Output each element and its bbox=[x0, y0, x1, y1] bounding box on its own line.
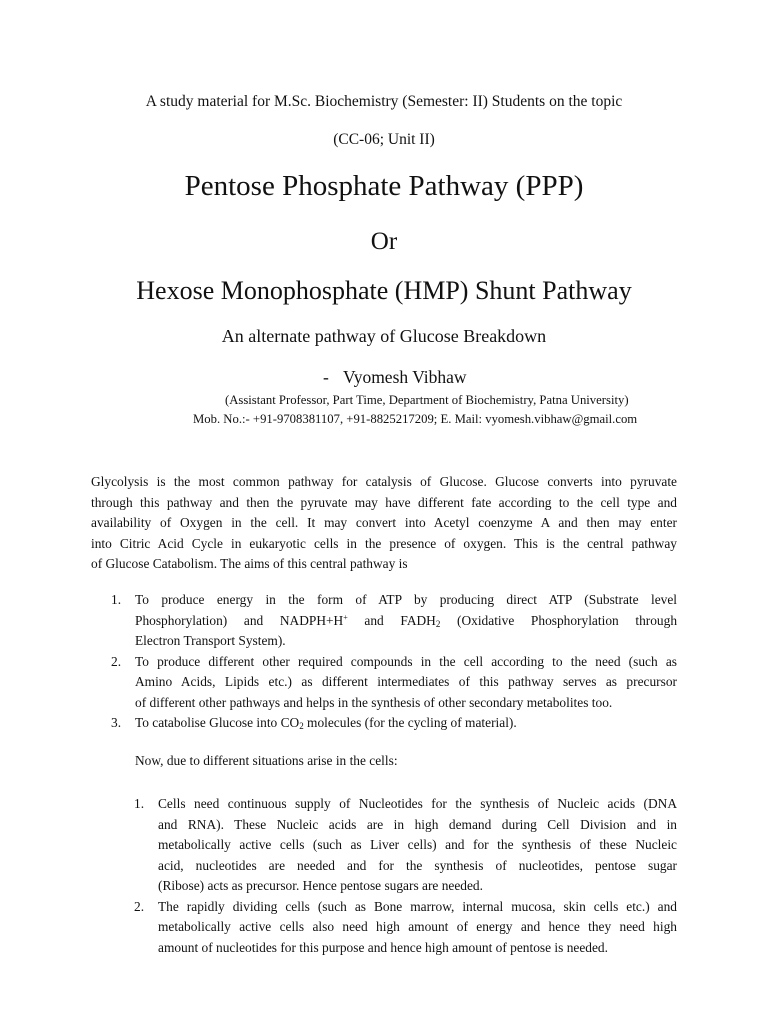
transition-text: Now, due to different situations arise in the cells: bbox=[135, 753, 398, 768]
page-title: Pentose Phosphate Pathway (PPP) bbox=[184, 170, 584, 202]
intro-line-1: A study material for M.Sc. Biochemistry (Semester: II) Students on the topic bbox=[145, 93, 623, 110]
author-name: Vyomesh Vibhaw bbox=[343, 367, 467, 387]
paragraph-line: of Glucose Catabolism. The aims of this central pathway is bbox=[91, 556, 408, 571]
list-line bbox=[135, 713, 677, 734]
intro-line-2: (CC-06; Unit II) bbox=[333, 131, 435, 148]
subscript: 2 bbox=[435, 618, 441, 629]
list-line: amount of nucleotides for this purpose and hence high amount of pentose is needed. bbox=[158, 939, 608, 955]
list-line: To produce different other required compounds in the cell according to the need (such as bbox=[135, 653, 677, 669]
tagline: An alternate pathway of Glucose Breakdown bbox=[221, 326, 547, 346]
text-fragment: (Oxidative Phosphorylation through bbox=[440, 612, 678, 628]
list-item bbox=[111, 590, 678, 652]
text-fragment: Phosphorylation) and NADPH+H bbox=[135, 612, 344, 628]
paragraph-line: through this pathway and then the pyruvate may have different fate according to the cell type and bbox=[91, 494, 677, 510]
list-line: Amino Acids, Lipids etc.) as different intermediates of this pathway serves as precursor bbox=[135, 674, 677, 689]
list-line: acid, nucleotides are needed and for the synthesis of nucleotides, pentose sugar bbox=[158, 857, 677, 873]
author-contact: Mob. No.:- +91-9708381107, +91-8825217209; E. Mail: vyomesh.vibhaw@gmail.com bbox=[193, 412, 638, 426]
paragraph-line: Glycolysis is the most common pathway for catalysis of Glucose. Glucose converts into pyruvate bbox=[91, 474, 677, 489]
author-line bbox=[323, 367, 467, 388]
text-fragment: To catabolise Glucose into CO bbox=[135, 715, 300, 730]
author-dash: - bbox=[323, 367, 329, 387]
text-fragment: and FADH bbox=[347, 612, 436, 628]
paragraph-line: into Citric Acid Cycle in eukaryotic cells in the presence of oxygen. This is the central pathway bbox=[91, 535, 677, 551]
list-number: 2. bbox=[111, 653, 122, 669]
list-line: The rapidly dividing cells (such as Bone marrow, internal mucosa, skin cells etc.) and bbox=[158, 898, 677, 914]
list-item bbox=[134, 794, 677, 897]
list-line: To produce energy in the form of ATP by producing direct ATP (Substrate level bbox=[135, 592, 677, 607]
superscript: + bbox=[343, 612, 348, 622]
list-item bbox=[111, 713, 677, 734]
author-affiliation: (Assistant Professor, Part Time, Department of Biochemistry, Patna University) bbox=[225, 393, 629, 407]
intro-paragraph bbox=[91, 472, 677, 575]
page-subtitle: Hexose Monophosphate (HMP) Shunt Pathway bbox=[136, 276, 632, 305]
list-number: 2. bbox=[134, 898, 145, 914]
subscript: 2 bbox=[299, 721, 304, 731]
paragraph-line: availability of Oxygen in the cell. It may convert into Acetyl coenzyme A and then may enter bbox=[91, 515, 677, 530]
list-line: and RNA). These Nucleic acids are in high demand during Cell Division and in bbox=[158, 816, 677, 832]
list-item bbox=[134, 897, 677, 959]
list-line: (Ribose) acts as precursor. Hence pentose sugars are needed. bbox=[158, 878, 483, 893]
list-line: Cells need continuous supply of Nucleotides for the synthesis of Nucleic acids (DNA bbox=[158, 796, 677, 811]
list-line: metabolically active cells (such as Liver cells) and for the synthesis of these Nucleic bbox=[158, 837, 677, 852]
text-fragment: molecules (for the cycling of material). bbox=[303, 715, 517, 730]
list-number: 3. bbox=[111, 715, 122, 730]
or-separator: Or bbox=[370, 228, 398, 255]
list-line: Electron Transport System). bbox=[135, 633, 286, 648]
list-item bbox=[111, 652, 677, 714]
list-line bbox=[135, 611, 677, 632]
list-line: of different other pathways and helps in the synthesis of other secondary metabolites too. bbox=[135, 694, 613, 710]
aims-list bbox=[111, 590, 678, 734]
list-number: 1. bbox=[111, 592, 122, 607]
list-line: metabolically active cells also need high amount of energy and hence they need high bbox=[158, 919, 677, 934]
situations-list bbox=[134, 794, 677, 958]
list-number: 1. bbox=[134, 796, 145, 811]
